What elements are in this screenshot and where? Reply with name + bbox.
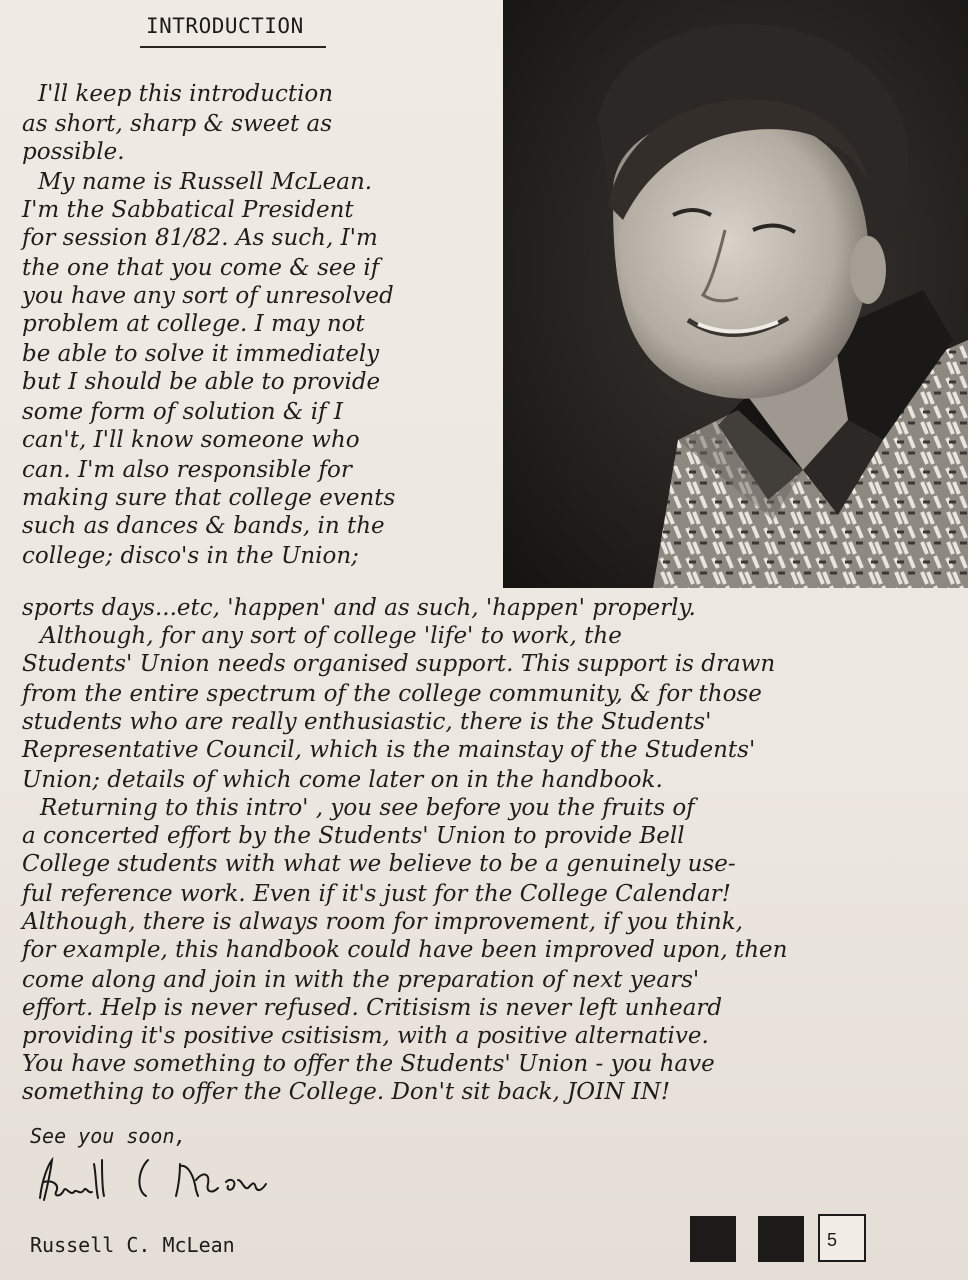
body-line: you have any sort of unresolved xyxy=(22,283,394,309)
body-line: I'm the Sabbatical President xyxy=(22,197,354,223)
body-line: Union; details of which come later on in the handbook. xyxy=(22,767,663,793)
body-line: college; disco's in the Union; xyxy=(22,543,359,569)
body-line: for example, this handbook could have been improved upon, then xyxy=(22,937,788,963)
body-line: Returning to this intro' , you see before you the fruits of xyxy=(40,795,695,821)
body-line: can't, I'll know someone who xyxy=(22,427,360,453)
signature-name: Russell C. McLean xyxy=(30,1233,235,1257)
body-line: a concerted effort by the Students' Union to provide Bell xyxy=(22,823,685,849)
body-line: some form of solution & if I xyxy=(22,399,343,425)
body-line: providing it's positive csitisism, with a positive alternative. xyxy=(22,1023,709,1049)
heading-underline xyxy=(140,46,326,48)
decorative-square-1 xyxy=(690,1216,736,1262)
body-line: Although, there is always room for improvement, if you think, xyxy=(22,909,743,935)
page-number: 5 xyxy=(827,1230,838,1250)
body-line: can. I'm also responsible for xyxy=(22,457,352,483)
body-line: Although, for any sort of college 'life' to work, the xyxy=(40,623,622,649)
page-heading: INTRODUCTION xyxy=(146,14,304,38)
body-line: sports days...etc, 'happen' and as such, 'happen' properly. xyxy=(22,595,696,621)
sign-off: See you soon, xyxy=(30,1124,187,1148)
body-line: problem at college. I may not xyxy=(22,311,365,337)
body-line: Representative Council, which is the mainstay of the Students' xyxy=(22,737,756,763)
body-line: I'll keep this introduction xyxy=(38,81,334,107)
body-line: come along and join in with the preparation of next years' xyxy=(22,967,700,993)
body-line: My name is Russell McLean. xyxy=(38,169,373,195)
body-line: but I should be able to provide xyxy=(22,369,381,395)
body-line: something to offer the College. Don't sit back, JOIN IN! xyxy=(22,1079,671,1105)
body-line: College students with what we believe to be a genuinely use- xyxy=(22,851,736,877)
portrait-photo-image xyxy=(503,0,968,588)
body-line: from the entire spectrum of the college community, & for those xyxy=(22,681,762,707)
body-line: You have something to offer the Students' Union - you have xyxy=(22,1051,715,1077)
body-line: the one that you come & see if xyxy=(22,255,380,281)
body-line: Students' Union needs organised support. This support is drawn xyxy=(22,651,776,677)
page-number-box xyxy=(818,1214,866,1262)
body-line: such as dances & bands, in the xyxy=(22,513,385,539)
decorative-square-2 xyxy=(758,1216,804,1262)
body-line: students who are really enthusiastic, there is the Students' xyxy=(22,709,712,735)
body-line: making sure that college events xyxy=(22,485,396,511)
body-line: be able to solve it immediately xyxy=(22,341,380,367)
body-line: effort. Help is never refused. Critisism is never left unheard xyxy=(22,995,723,1021)
body-line: ful reference work. Even if it's just for the College Calendar! xyxy=(22,881,731,907)
portrait-photo xyxy=(503,0,968,588)
body-line: for session 81/82. As such, I'm xyxy=(22,225,378,251)
body-line: possible. xyxy=(22,139,125,165)
body-line: as short, sharp & sweet as xyxy=(22,111,333,137)
handwritten-signature xyxy=(30,1150,330,1210)
